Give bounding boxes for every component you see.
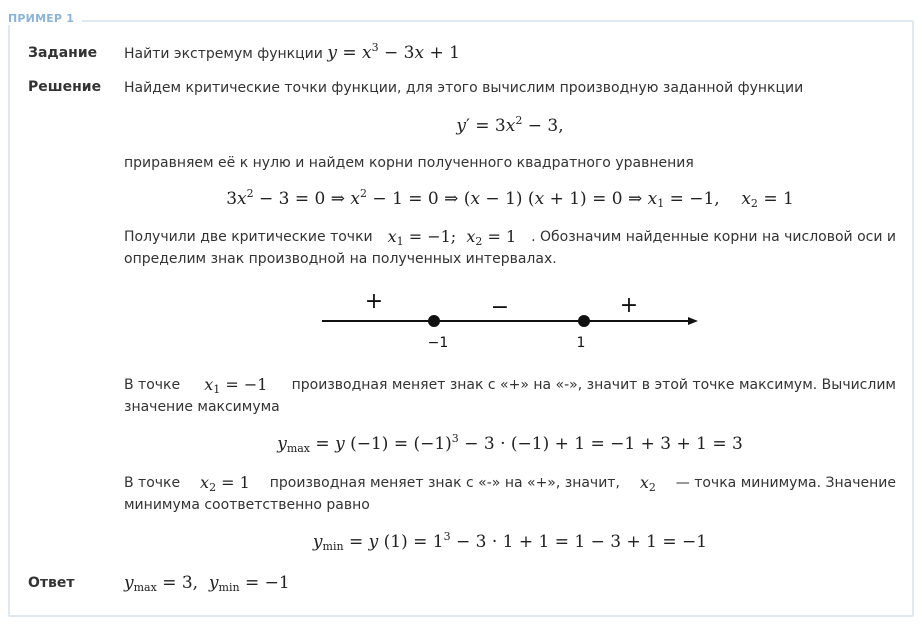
step3-line2: определим знак производной на полученных интервалах.: [124, 251, 557, 267]
sign-right: +: [619, 293, 639, 318]
solution-label: Решение: [28, 79, 102, 95]
sign-middle: −: [490, 295, 510, 320]
derivative-formula: $y' = 3x^2 - 3$,: [456, 114, 564, 136]
step3-part2: . Обозначим найденные корни на числовой оси и: [531, 229, 896, 245]
solution-step2: приравняем её к нулю и найдем корни полученного квадратного уравнения: [124, 155, 694, 171]
task-label: Задание: [28, 45, 98, 61]
task-function-formula: $y = x^3 - 3x + 1$: [327, 41, 460, 63]
answer-label: Ответ: [28, 575, 75, 591]
min-part1: В точке: [124, 475, 181, 491]
sign-left: +: [364, 289, 384, 314]
number-line: [310, 285, 710, 355]
roots-formula: $3x^2 - 3 = 0$ ⇒ $x^2 - 1 = 0$ ⇒ (x − 1) (x + 1) = 0 ⇒ $x_1 = -1$, $x_2 = 1$: [226, 187, 794, 210]
min-part3: — точка минимума. Значение: [675, 475, 896, 491]
max-line2: значение максимума: [124, 399, 280, 415]
critical-points-formula: $x_1 = -1$; $x_2 = 1$: [387, 227, 517, 248]
max-point-formula: $x_1 = -1$: [204, 375, 268, 396]
minimum-paragraph: [124, 472, 896, 516]
max-part1: В точке: [124, 377, 181, 393]
point-one: [578, 315, 590, 327]
step3-part1: Получили две критические точки: [124, 229, 373, 245]
example-tag: ПРИМЕР 1: [0, 12, 82, 25]
solution-step3: [124, 226, 896, 270]
min-part2: производная меняет знак с «-» на «+», значит,: [269, 475, 620, 491]
max-part2: производная меняет знак с «+» на «-», значит в этой точке максимум. Вычислим: [291, 377, 896, 393]
point-minus-one: [428, 315, 440, 327]
min-line2: минимума соответственно равно: [124, 497, 370, 513]
solution-intro: Найдем критические точки функции, для этого вычислим производную заданной функции: [124, 80, 804, 96]
label-one: 1: [576, 335, 586, 351]
maximum-paragraph: [124, 374, 896, 418]
task-sentence: Найти экстремум функции: [124, 46, 323, 62]
number-line-arrow: [688, 317, 698, 325]
max-value-formula: $y_{max} = y$ $(-1) = (-1)^3 - 3 \cdot (-1) + 1 = -1 + 3 + 1 = 3$: [277, 432, 743, 455]
task-text: [124, 42, 896, 65]
min-point-x2: $x_2$: [639, 473, 656, 494]
min-value-formula: $y_{min} = y$ $(1) = 1^3 - 3 \cdot 1 + 1 = 1 - 3 + 1 = -1$: [312, 530, 708, 553]
answer-formula: $y_{max} = 3$, $y_{min} = -1$: [124, 573, 290, 594]
label-minus-one: −1: [427, 335, 449, 351]
min-point-formula: $x_2 = 1$: [200, 473, 250, 494]
